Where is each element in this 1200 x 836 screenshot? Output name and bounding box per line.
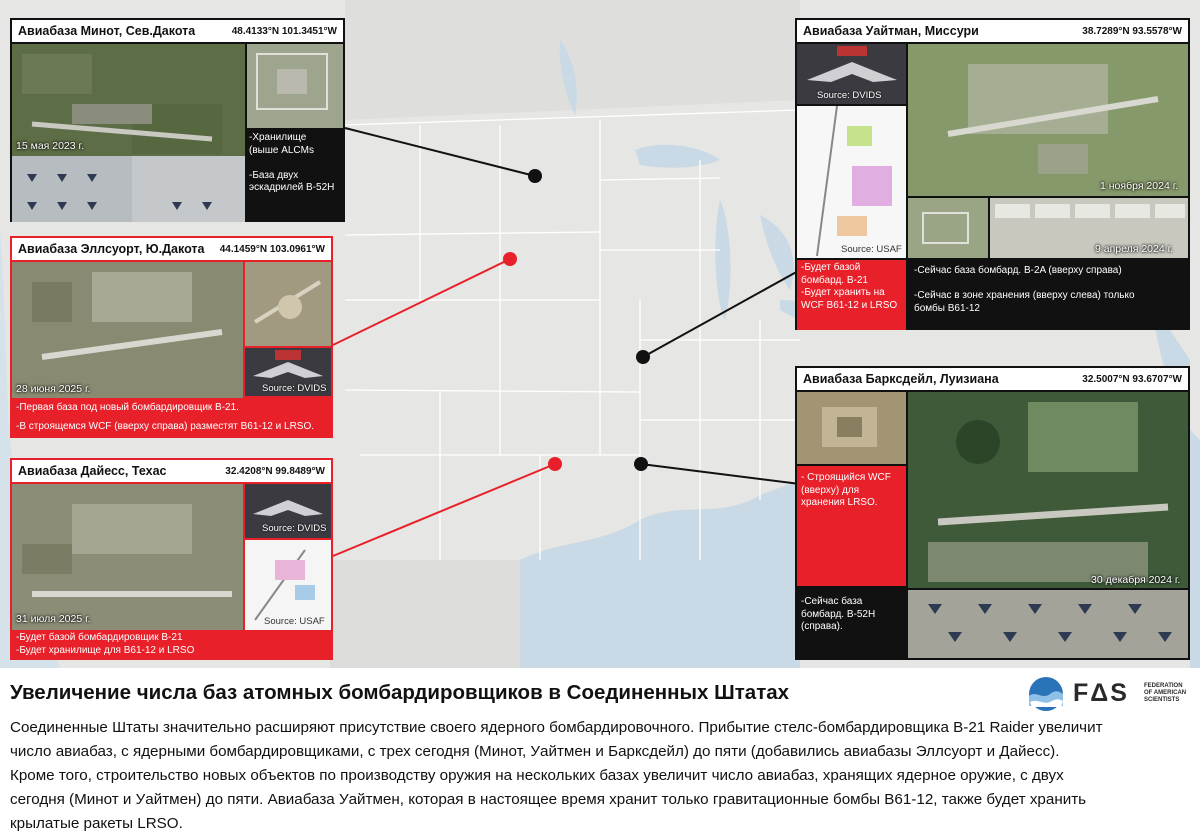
panel-minot-title: [12, 20, 343, 42]
note-line: -В строящемся WCF (вверху справа) разместят B61-12 и LRSO.: [16, 420, 315, 432]
notes-barksdale-left: [797, 466, 906, 586]
notes-dyess: [16, 632, 194, 657]
satellite-image-barksdale-main: [908, 392, 1188, 588]
base-name: Авиабаза Минот, Сев.Дакота: [18, 24, 196, 38]
body-line: число авиабаз, с ядерными бомбардировщиками, с трех сегодня (Минот, Уайтмен и Баркcдейл) до пяти (добавились авиабазы Эллсуорт и Дайесс).: [10, 743, 1060, 760]
note-line: - Строящийся WCF: [801, 472, 891, 483]
note-line: -База двух: [249, 169, 299, 181]
notes-ellsworth: [16, 402, 314, 433]
note-line: эскадрилей B-52H: [249, 182, 335, 193]
panel-whiteman: [795, 18, 1190, 330]
fas-wave-icon: [1028, 676, 1064, 712]
headline: Увеличение числа баз атомных бомбардировщиков в Соединенных Штатах: [10, 681, 790, 704]
panel-minot: [10, 18, 345, 222]
satellite-image-dyess-main: [12, 484, 243, 630]
body-line: Кроме того, строительство новых объектов по производству оружия на нескольких базах увеличит число авиабаз, хранящих ядерное оружие, с двух: [10, 767, 1064, 784]
panel-barksdale: [795, 366, 1190, 660]
note-line: [249, 157, 334, 170]
logo-subtitle: [1144, 683, 1186, 704]
note-line: -Хранилище: [249, 132, 307, 143]
note-line: бомбард. B-21: [801, 274, 868, 286]
logo-sub-line: SCIENTISTS: [1144, 697, 1180, 703]
note-line: бомбард. B-52H: [801, 608, 876, 620]
image-date: 31 июля 2025 г.: [16, 613, 91, 625]
whiteman-marker: [636, 350, 650, 364]
dyess-marker: [548, 457, 562, 471]
panel-ellsworth: [10, 236, 333, 438]
panel-dyess: [10, 458, 333, 660]
note-line: -Сейчас база: [801, 596, 863, 607]
image-source: Source: DVIDS: [262, 383, 327, 394]
base-coords: 38.7289°N 93.5578°W: [1082, 25, 1182, 37]
note-line: хранения LRSO.: [801, 497, 878, 508]
image-date: 28 июня 2025 г.: [16, 383, 91, 395]
image-source: Source: USAF: [841, 244, 902, 255]
note-line: (выше ALCMs: [249, 144, 314, 156]
note-line: -Будет базой: [801, 262, 861, 273]
image-date: 30 декабря 2024 г.: [1091, 574, 1181, 586]
note-line: -Сейчас база бомбард. B-2A (вверху справа): [914, 265, 1122, 276]
satellite-image-whiteman-main: [908, 44, 1188, 196]
note-line: -Сейчас в зоне хранения (вверху слева) только: [914, 290, 1135, 301]
site-plan-whiteman: [797, 106, 906, 258]
base-coords: 44.1459°N 103.0961°W: [219, 243, 325, 255]
fas-logo: [1028, 676, 1190, 710]
note-line: -Будет хранить на: [801, 287, 885, 298]
satellite-image-minot-b52: [12, 156, 245, 222]
satellite-image-minot-storage: [247, 44, 343, 128]
barksdale-marker: [634, 457, 648, 471]
notes-whiteman-left: [797, 260, 906, 330]
satellite-image-ellsworth-main: [12, 262, 243, 398]
body-line: крылатые ракеты LRSO.: [10, 815, 183, 832]
note-line: (справа).: [801, 621, 843, 632]
logo-sub-line: OF AMERICAN: [1144, 690, 1187, 696]
panel-barksdale-title: [797, 368, 1188, 390]
base-name: Авиабаза Баркcдейл, Луизиана: [803, 372, 999, 386]
note-line: WCF B61-12 и LRSO: [801, 299, 898, 311]
panel-whiteman-title: [797, 20, 1188, 42]
body-paragraph: [10, 716, 1190, 836]
base-name: Авиабаза Дайесс, Техас: [18, 464, 167, 478]
base-coords: 32.4208°N 99.8489°W: [225, 465, 325, 477]
image-source: Source: USAF: [264, 616, 325, 627]
panel-ellsworth-title: [12, 238, 331, 260]
logo-sub-line: FEDERATION: [1144, 683, 1183, 689]
satellite-image-whiteman-storage: [908, 198, 988, 258]
notes-whiteman-right: [914, 265, 1135, 315]
satellite-image-minot-main: [12, 44, 245, 172]
body-line: сегодня (Минот и Уайтмен) до пяти. Авиабаза Уайтмен, которая в настоящее время хранит только гравитационные бомбы B61-12, также будет хранить: [10, 791, 1087, 808]
notes-barksdale-bottom: [801, 596, 875, 634]
image-date: 9 апреля 2024 г.: [1095, 243, 1174, 255]
note-line: -Будет базой бомбардировщик B-21: [16, 632, 183, 643]
base-name: Авиабаза Уайтман, Миссури: [803, 24, 979, 38]
note-line: -Первая база под новый бомбардировщик B-21.: [16, 402, 239, 413]
base-coords: 48.4133°N 101.3451°W: [231, 25, 337, 37]
satellite-image-ellsworth-wcf: [245, 262, 331, 346]
note-line: -Будет хранилище для B61-12 и LRSO: [16, 644, 195, 656]
image-date: 15 мая 2023 г.: [16, 140, 84, 152]
image-source: Source: DVIDS: [817, 90, 882, 101]
note-line: (вверху) для: [801, 484, 860, 496]
note-line: бомбы B61-12: [914, 302, 980, 314]
notes-minot: [249, 132, 334, 195]
image-source: Source: DVIDS: [262, 523, 327, 534]
ellsworth-marker: [503, 252, 517, 266]
satellite-image-barksdale-wcf: [797, 392, 906, 464]
minot-marker: [528, 169, 542, 183]
logo-text: FΔS: [1073, 679, 1129, 707]
base-coords: 32.5007°N 93.6707°W: [1082, 373, 1182, 385]
base-name: Авиабаза Эллсуорт, Ю.Дакота: [18, 242, 205, 256]
body-line: Соединенные Штаты значительно расширяют присутствие своего ядерного бомбардировочного. Прибытие стелс-бомбардировщика B-21 Raider увеличит: [10, 719, 1103, 736]
panel-dyess-title: [12, 460, 331, 482]
satellite-image-barksdale-b52: [908, 590, 1188, 658]
image-date: 1 ноября 2024 г.: [1100, 180, 1179, 192]
note-line: [914, 278, 1135, 291]
